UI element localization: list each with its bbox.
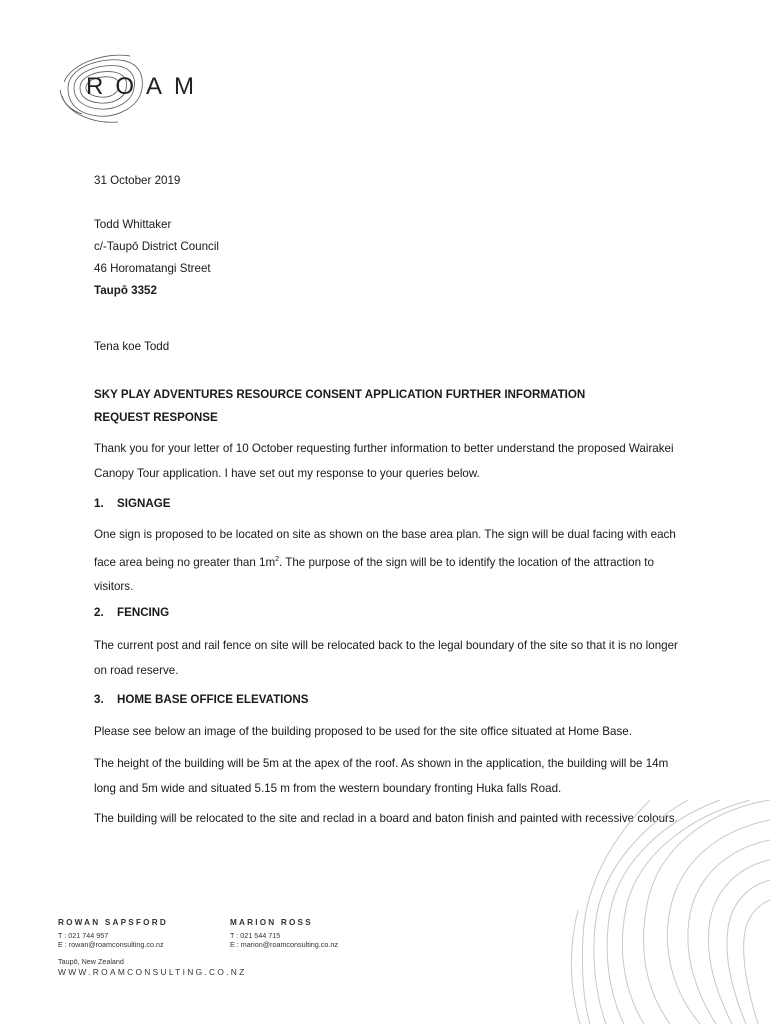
roam-logo-text: ROAM bbox=[86, 73, 206, 100]
subject-heading-line2: REQUEST RESPONSE bbox=[94, 411, 218, 424]
section-title: SIGNAGE bbox=[117, 497, 171, 510]
footer-contact-name: MARION ROSS bbox=[230, 918, 313, 927]
section-title: FENCING bbox=[117, 606, 170, 619]
section-heading-office-elevations bbox=[94, 693, 309, 706]
section-heading-fencing bbox=[94, 606, 169, 619]
footer-contact-email[interactable]: E : rowan@roamconsulting.co.nz bbox=[58, 940, 164, 949]
signage-paragraph: One sign is proposed to be located on site as shown on the base area plan. The sign will be dual facing with each face area being no greater than $1m^2$. The purpose of the sign will be to identify the location of the attraction to visitors. bbox=[94, 528, 676, 593]
section-heading-signage bbox=[94, 497, 170, 510]
footer-location: Taupō, New Zealand bbox=[58, 957, 124, 966]
section-number: 2. bbox=[94, 606, 104, 619]
footer-website-link[interactable]: WWW.ROAMCONSULTING.CO.NZ bbox=[58, 967, 247, 977]
section-title: HOME BASE OFFICE ELEVATIONS bbox=[117, 693, 309, 706]
fencing-paragraph: The current post and rail fence on site will be relocated back to the legal boundary of the site so that it is no longer on road reserve. bbox=[94, 639, 678, 677]
footer-contact-name: ROWAN SAPSFORD bbox=[58, 918, 168, 927]
office-paragraph-1: Please see below an image of the building proposed to be used for the site office situated at Home Base. bbox=[94, 725, 632, 738]
address-line: c/-Taupō District Council bbox=[94, 240, 219, 253]
subject-heading-line1: SKY PLAY ADVENTURES RESOURCE CONSENT APPLICATION FURTHER INFORMATION bbox=[94, 388, 586, 401]
footer-contact-email[interactable]: E : marion@roamconsulting.co.nz bbox=[230, 940, 338, 949]
intro-paragraph: Thank you for your letter of 10 October requesting further information to better understand the proposed Wairakei Canopy Tour application. I have set out my response to your queries below. bbox=[94, 442, 674, 480]
office-paragraph-3: The building will be relocated to the site and reclad in a board and baton finish and painted with recessive colours. bbox=[94, 812, 678, 825]
address-line: Todd Whittaker bbox=[94, 218, 172, 231]
topographic-contours-decoration bbox=[520, 800, 770, 1024]
salutation: Tena koe Todd bbox=[94, 340, 170, 353]
section-number: 3. bbox=[94, 693, 104, 706]
address-line-bold: Taupō 3352 bbox=[94, 284, 157, 297]
office-paragraph-2: The height of the building will be 5m at the apex of the roof. As shown in the application, the building will be 14m long and 5m wide and situated 5.15 m from the western boundary fronting Huka falls Road. bbox=[94, 757, 669, 795]
footer-contact-phone: T : 021 744 957 bbox=[58, 931, 109, 940]
letter-date: 31 October 2019 bbox=[94, 174, 181, 187]
footer-contact-phone: T : 021 544 715 bbox=[230, 931, 281, 940]
section-number: 1. bbox=[94, 497, 104, 510]
address-line: 46 Horomatangi Street bbox=[94, 262, 211, 275]
